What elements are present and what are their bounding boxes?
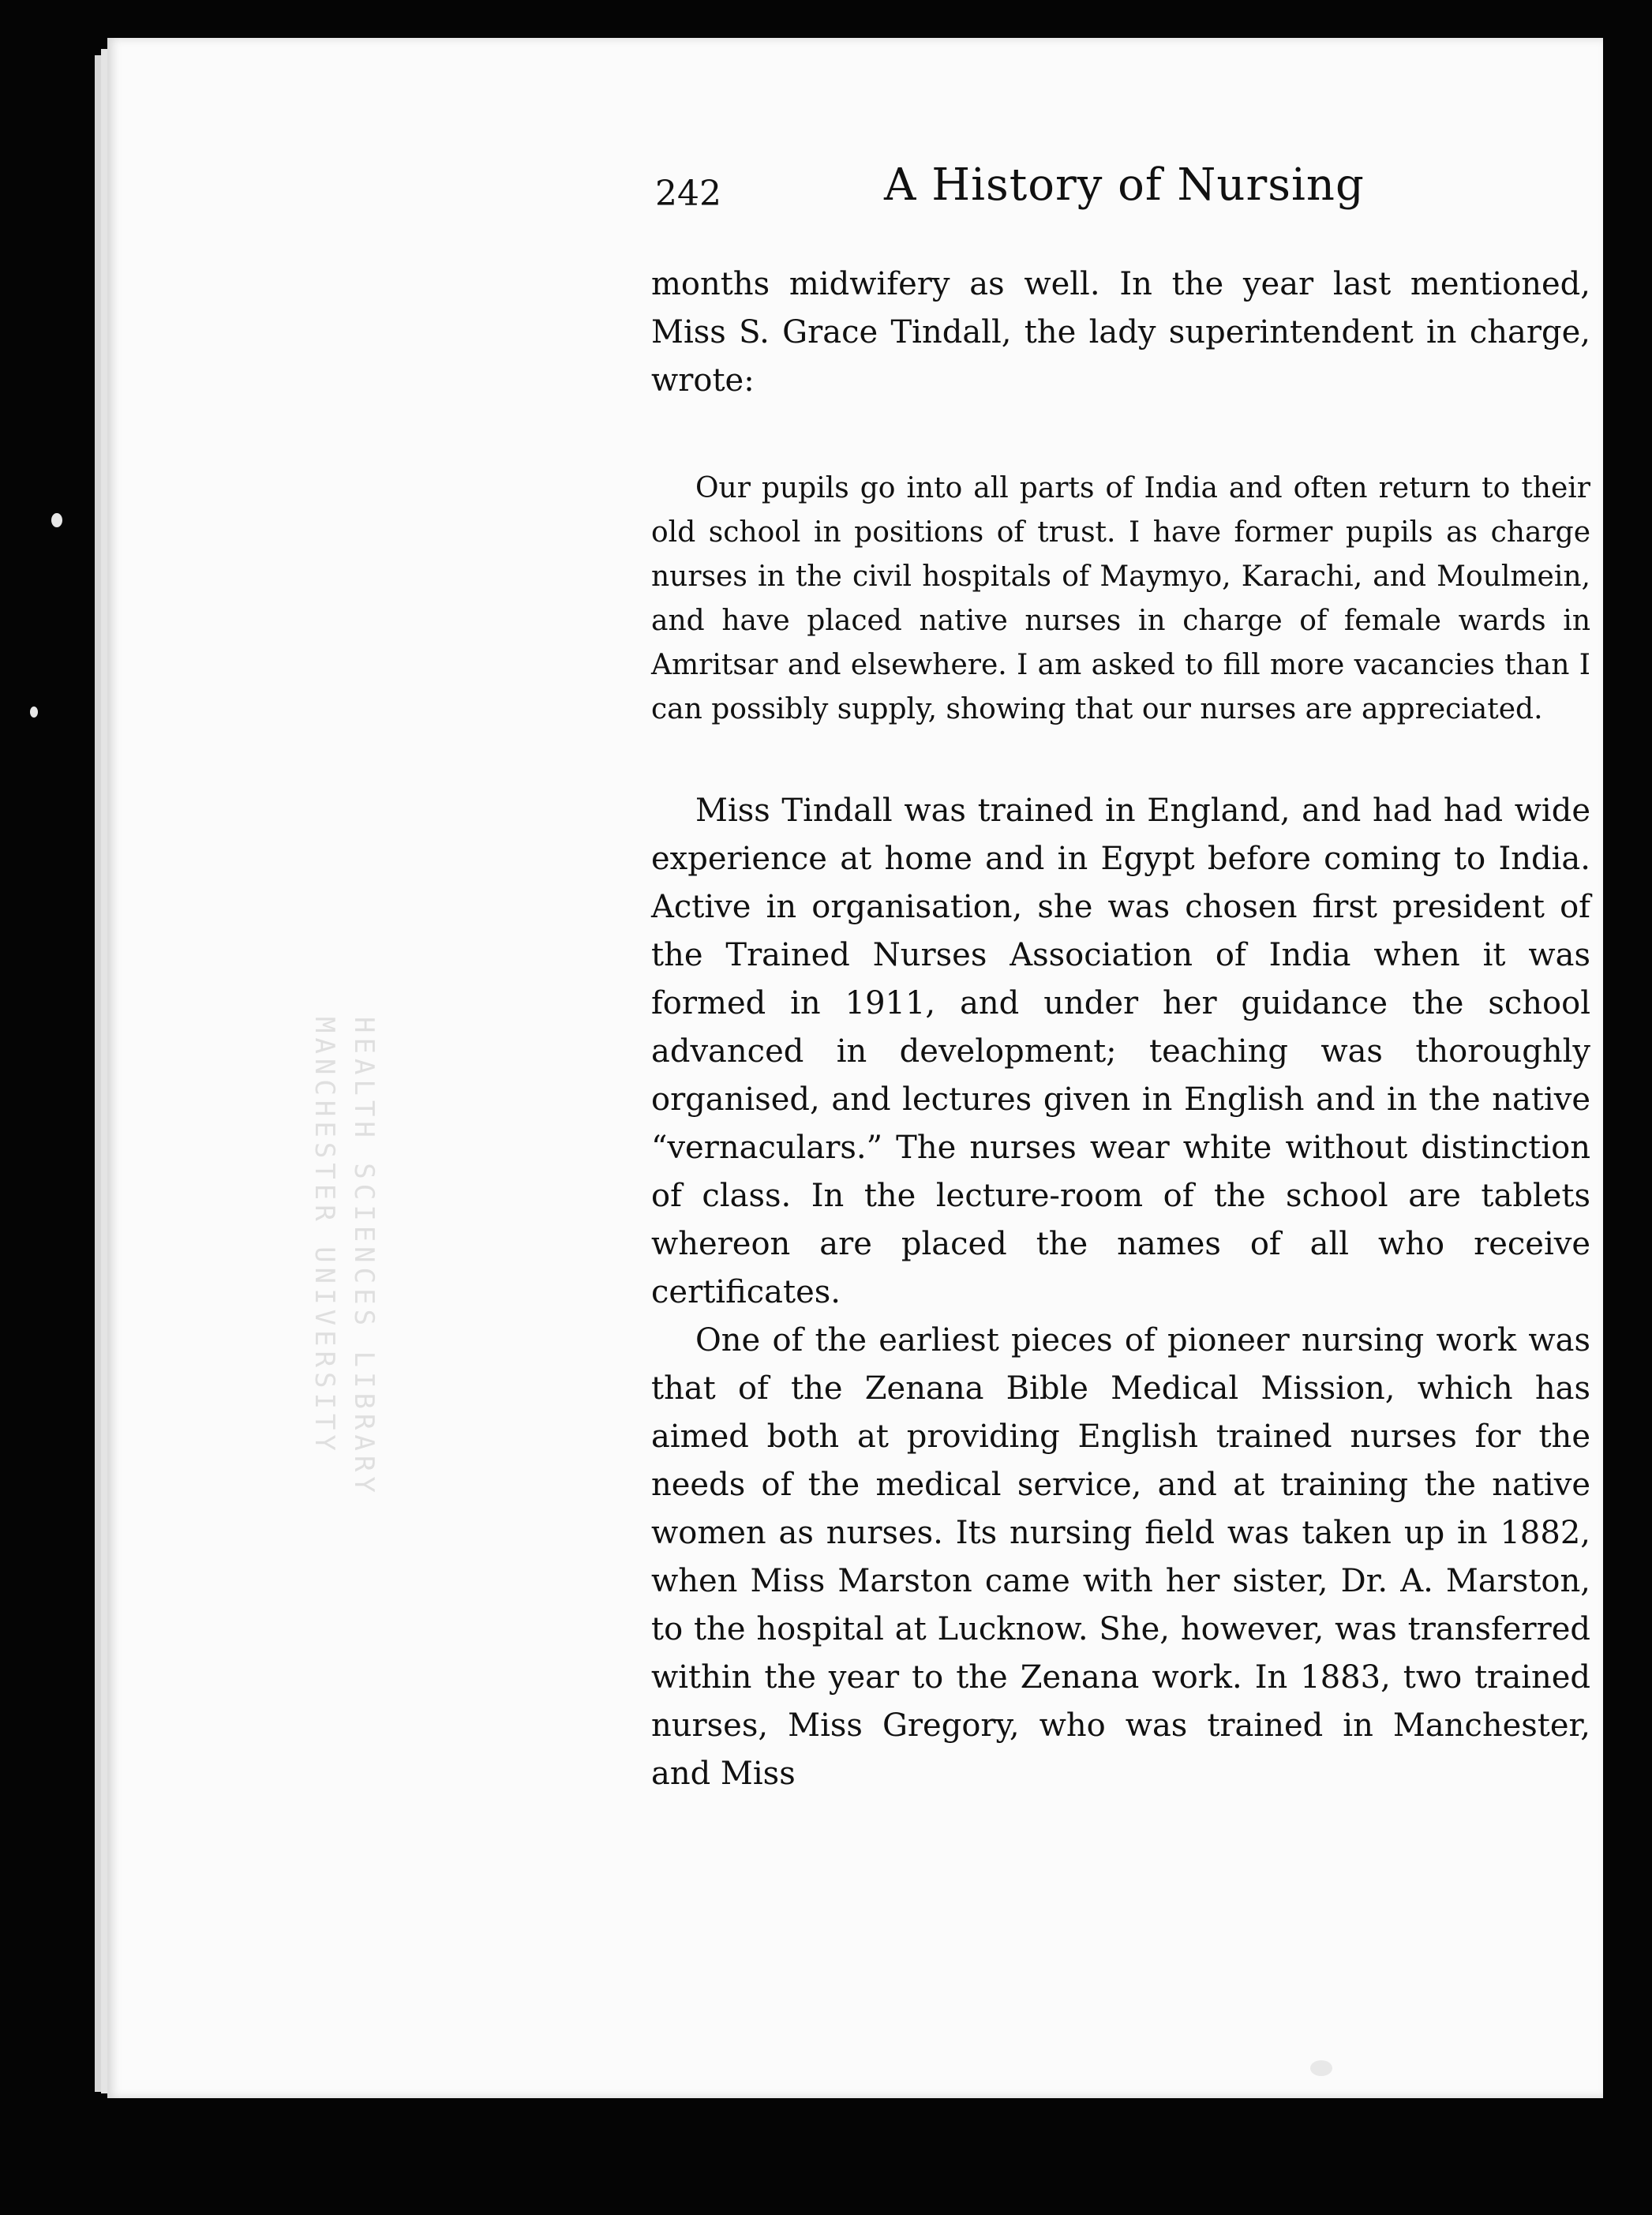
block-quote: Our pupils go into all parts of India and often return to their old school in positions of trust. I have former pupils as charge nurses in the civil hospitals of Maymyo, Karachi, and Moulmein, and have placed native nurses in charge of female wards in Amritsar and elsewhere. I am asked to fill more vacancies than I can possibly supply, showing that our nurses are appreciated. — [651, 472, 1590, 725]
body-text — [651, 260, 1590, 1798]
scan-speck — [51, 513, 62, 527]
stamp-line-1: HEALTH SCIENCES LIBRARY — [348, 1017, 380, 1497]
running-title: A History of Nursing — [884, 159, 1365, 211]
paragraph-tindall: Miss Tindall was trained in England, and had had wide experience at home and in Egypt before coming to India. Active in organisation, she was chosen first president of the Trained Nurses Association of India when it was formed in 1911, and under her guidance the school advanced in development; teaching was thoroughly organised, and lectures given in English and in the native “vernaculars.” The nurses wear white without distinction of class. In the lecture-room of the school are tablets whereon are placed the names of all who receive certificates. — [651, 793, 1590, 1310]
library-stamp — [249, 1017, 384, 1585]
opening-paragraph: months midwifery as well. In the year last mentioned, Miss S. Grace Tindall, the lady superintendent in charge, wrote: — [651, 266, 1590, 399]
page-header — [655, 142, 1444, 237]
page-number: 242 — [655, 174, 721, 214]
scan-speck — [1310, 2060, 1332, 2076]
paragraph-zenana-mission: One of the earliest pieces of pioneer nursing work was that of the Zenana Bible Medical Mission, which has aimed both at providing English trained nurses for the needs of the medical service, and at training the native women as nurses. Its nursing field was taken up in 1882, when Miss Marston came with her sister, Dr. A. Marston, to the hospital at Lucknow. She, however, was transferred within the year to the Zenana work. In 1883, two trained nurses, Miss Gregory, who was trained in Manchester, and Miss — [651, 1322, 1590, 1792]
stamp-line-2: MANCHESTER UNIVERSITY — [309, 1017, 340, 1456]
scan-speck — [30, 706, 38, 718]
